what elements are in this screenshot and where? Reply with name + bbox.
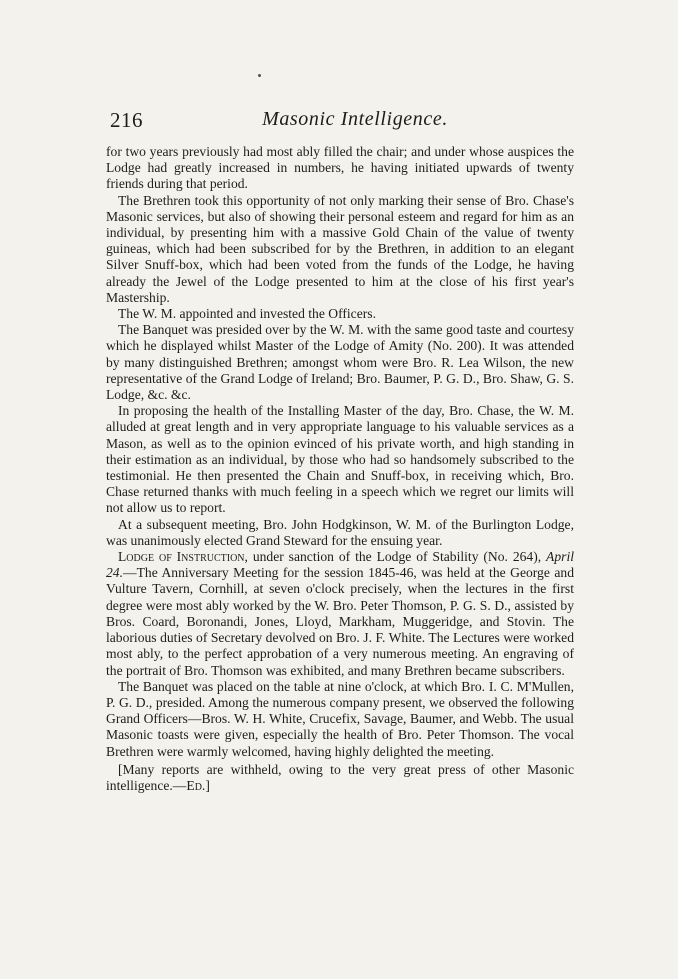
- paragraph-grand-steward: At a subsequent meeting, Bro. John Hodgkinson, W. M. of the Burlington Lodge, was unanimously elected Grand Steward for the ensuing year.: [106, 516, 574, 548]
- page-number: 216: [110, 108, 143, 132]
- paragraph-testimonial: The Brethren took this opportunity of not only marking their sense of Bro. Chase's Masonic services, but also of showing their personal esteem and regard for him as an individual, by presenting him with a massive Gold Chain of the value of twenty guineas, which had been subscribed for by the Brethren, in addition to an elegant Silver Snuff-box, which had been voted from the funds of the Lodge, he having already the Jewel of the Lodge presented to him at the close of his first year's Mastership.: [106, 192, 574, 305]
- paragraph-banquet-instruction: The Banquet was placed on the table at nine o'clock, at which Bro. I. C. M'Mullen, P. G. D., presided. Among the numerous company present, we observed the following Grand Officers—Bros. W. H. White, Crucefix, Savage, Baumer, and Webb. The usual Masonic toasts were given, especially the health of Bro. Peter Thomson. The vocal Brethren were warmly welcomed, having highly delighted the meeting.: [106, 678, 574, 759]
- meeting-date: April 24.: [106, 549, 574, 581]
- editor-note-text: [Many reports are withheld, owing to the very great press of other Masonic intelligence.—: [106, 761, 574, 793]
- paragraph-banquet-amity: The Banquet was presided over by the W. M. with the same good taste and courtesy which he displayed whilst Master of the Lodge of Amity (No. 200). It was attended by many distinguished Brethren; amongst whom were Bro. R. Lea Wilson, the new representative of the Grand Lodge of Ireland; Bro. Baumer, P. G. D., Bro. Shaw, G. S. Lodge, &c. &c.: [106, 322, 574, 403]
- paragraph-lodge-of-instruction: [106, 549, 574, 679]
- page-body: [106, 144, 574, 794]
- paragraph-continued: for two years previously had most ably filled the chair; and under whose auspices the Lodge had greatly increased in numbers, he having initiated upwards of twenty friends during that period.: [106, 144, 574, 192]
- paragraph-officers: The W. M. appointed and invested the Officers.: [118, 306, 376, 322]
- print-speck: [258, 74, 261, 77]
- editor-note: [106, 762, 574, 794]
- page-header: [110, 108, 570, 138]
- instruction-sanction: under sanction of the Lodge of Stability (No. 264),: [247, 549, 547, 565]
- running-head: Masonic Intelligence.: [262, 108, 448, 130]
- section-heading: Lodge of Instruction,: [118, 549, 248, 565]
- instruction-text: —The Anniversary Meeting for the session 1845-46, was held at the George and Vulture Tavern, Cornhill, at seven o'clock precisely, when the lectures in the first degree were most ably worked by the W. Bro. Peter Thomson, P. G. S. D., assisted by Bros. Coard, Boronandi, Jones, Lloyd, Markham, Muggeridge, and Stovin. The laborious duties of Secretary devolved on Bro. J. F. White. The Lectures were worked most ably, to the perfect approbation of a very numerous meeting. An engraving of the portrait of Bro. Thomson was exhibited, and many Brethren became subscribers.: [106, 565, 574, 678]
- editor-note-close: ]: [205, 777, 210, 793]
- editor-signature: Ed.: [186, 777, 206, 793]
- paragraph-toast: In proposing the health of the Installing Master of the day, Bro. Chase, the W. M. alluded at great length and in very appropriate language to his valuable services as a Mason, as well as to the opinion evinced of his private worth, and high standing in their estimation as an individual, by those who had so handsomely subscribed to the testimonial. He then presented the Chain and Snuff-box, in receiving which, Bro. Chase returned thanks with much feeling in a speech which we regret our limits will not allow us to report.: [106, 403, 574, 516]
